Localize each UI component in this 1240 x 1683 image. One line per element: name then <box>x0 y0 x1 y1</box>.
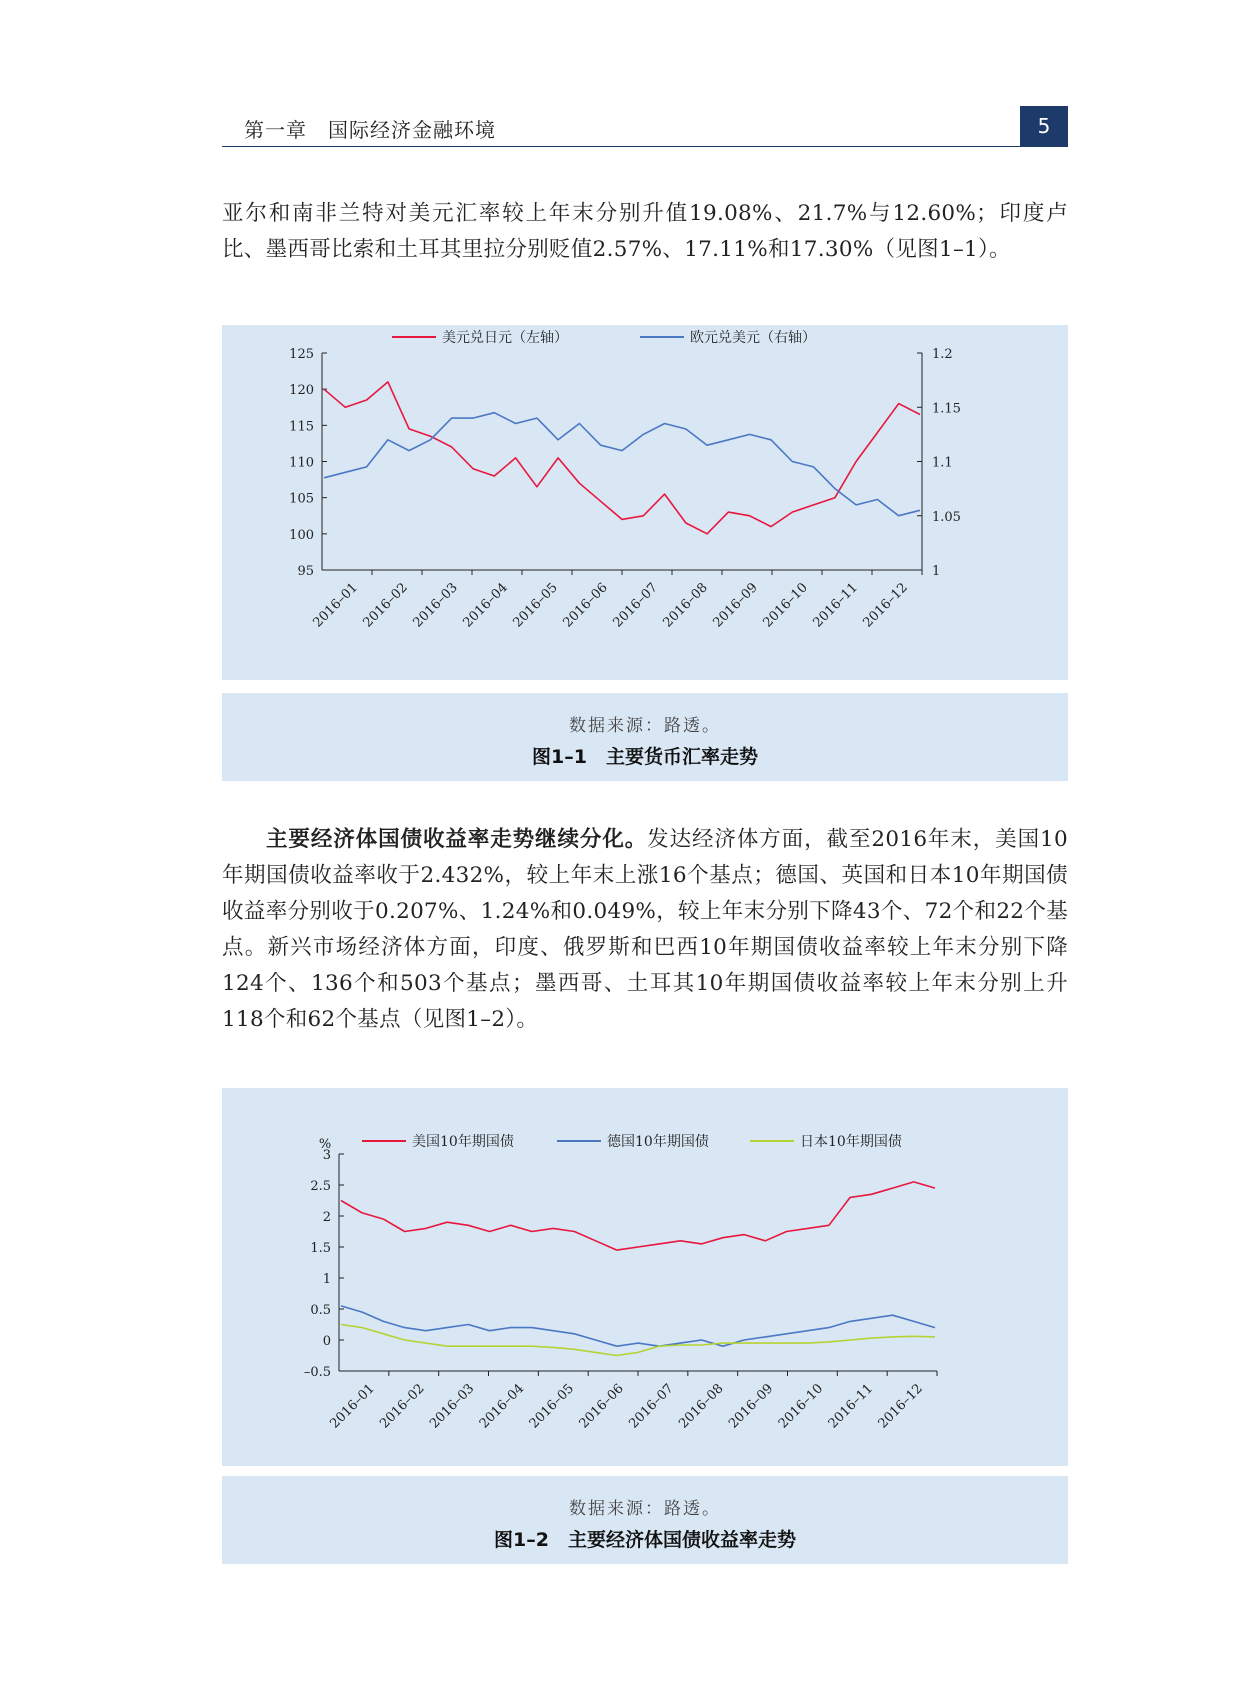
x-tick-label: 2016–08 <box>660 580 711 631</box>
legend-label-2: 德国10年期国债 <box>607 1134 709 1150</box>
figure-1-caption: 图1–1 主要货币汇率走势 <box>532 746 758 768</box>
x-tick-label: 2016–07 <box>626 1381 677 1432</box>
y-tick-label-left: 125 <box>289 347 314 362</box>
figure-1-caption-box <box>222 693 1068 781</box>
figure-2-source: 数据来源：路透。 <box>569 1499 721 1519</box>
x-tick-label: 2016–02 <box>377 1381 428 1432</box>
legend-label-1: 美元兑日元（左轴） <box>442 330 568 346</box>
y-tick-label-left: 115 <box>289 419 314 435</box>
x-tick-label: 2016–10 <box>775 1381 827 1432</box>
y-tick-label-left: –0.5 <box>303 1365 331 1380</box>
x-tick-label: 2016–06 <box>560 580 611 631</box>
x-tick-label: 2016–09 <box>726 1381 777 1432</box>
bond-yield-chart <box>222 1088 1068 1466</box>
y-tick-label-left: 2 <box>322 1210 331 1225</box>
y-tick-label-right: 1 <box>932 564 941 579</box>
figure-2-caption: 图1–2 主要经济体国债收益率走势 <box>494 1529 796 1551</box>
x-tick-label: 2016–11 <box>810 580 861 631</box>
x-tick-label: 2016–06 <box>576 1381 627 1432</box>
figure-1-source: 数据来源：路透。 <box>569 716 721 736</box>
x-tick-label: 2016–05 <box>526 1381 578 1432</box>
legend-label-3: 日本10年期国债 <box>800 1134 902 1150</box>
paragraph-2-body: 发达经济体方面，截至2016年末，美国10年期国债收益率收于2.432%，较上年末上涨16个基点；德国、英国和日本10年期国债收益率分别收于0.207%、1.24%和0.049%，较上年末分别下降43个、72个和22个基点。新兴市场经济体方面，印度、俄罗斯和巴西10年期国债收益率较上年末分别下降124个、136个和503个基点；墨西哥、土耳其10年期国债收益率较上年末分别上升118个和62个基点（见图1–2）。 <box>222 827 1068 1032</box>
y-tick-label-right: 1.2 <box>932 347 953 362</box>
figure-2-chart <box>222 1088 1068 1466</box>
legend-label-2: 欧元兑美元（右轴） <box>690 330 816 346</box>
series-line-1 <box>341 1182 935 1250</box>
y-tick-label-right: 1.1 <box>932 455 953 471</box>
y-tick-label-right: 1.15 <box>932 401 961 417</box>
y-tick-label-right: 1.05 <box>932 509 961 525</box>
figure-1-chart <box>222 325 1068 680</box>
figure-2-caption-box <box>222 1476 1068 1564</box>
series-line-2 <box>324 413 920 516</box>
x-tick-label: 2016–12 <box>860 580 911 631</box>
y-tick-label-left: 0.5 <box>310 1303 331 1318</box>
y-tick-label-left: 1 <box>322 1272 331 1287</box>
x-tick-label: 2016–04 <box>460 580 511 631</box>
y-tick-label-left: 2.5 <box>310 1179 331 1194</box>
x-tick-label: 2016–04 <box>476 1381 528 1432</box>
y-tick-label-left: 3 <box>322 1148 331 1163</box>
x-tick-label: 2016–02 <box>360 580 411 631</box>
x-tick-label: 2016–01 <box>310 580 361 631</box>
y-tick-label-left: 110 <box>289 455 314 471</box>
y-tick-label-left: 0 <box>322 1334 331 1349</box>
x-tick-label: 2016–03 <box>410 580 461 631</box>
paragraph-2-lead: 主要经济体国债收益率走势继续分化。 <box>266 827 648 852</box>
page-header <box>222 106 1068 147</box>
x-tick-label: 2016–10 <box>760 580 811 631</box>
legend-label-1: 美国10年期国债 <box>412 1134 514 1150</box>
x-tick-label: 2016–03 <box>427 1381 478 1432</box>
x-tick-label: 2016–05 <box>510 580 561 631</box>
series-line-1 <box>324 382 920 534</box>
x-tick-label: 2016–01 <box>327 1381 378 1432</box>
y-tick-label-left: 100 <box>289 527 314 543</box>
x-tick-label: 2016–09 <box>710 580 761 631</box>
series-line-3 <box>341 1325 935 1356</box>
x-tick-label: 2016–08 <box>676 1381 727 1432</box>
y-tick-label-left: 1.5 <box>310 1241 331 1256</box>
y-tick-label-left: 95 <box>297 564 314 579</box>
x-tick-label: 2016–12 <box>875 1381 926 1432</box>
chapter-title: 第一章 国际经济金融环境 <box>244 118 496 142</box>
y-tick-label-left: 105 <box>289 491 314 507</box>
x-tick-label: 2016–07 <box>610 580 661 631</box>
page-number: 5 <box>1020 106 1068 146</box>
x-tick-label: 2016–11 <box>825 1381 877 1432</box>
y-axis-unit: % <box>318 1137 332 1152</box>
paragraph-1: 亚尔和南非兰特对美元汇率较上年末分别升值19.08%、21.7%与12.60%；印度卢比、墨西哥比索和土耳其里拉分别贬值2.57%、17.11%和17.30%（见图1–1）。 <box>222 201 1068 262</box>
y-tick-label-left: 120 <box>289 383 314 399</box>
paragraph-2 <box>222 822 1068 1038</box>
exchange-rate-chart <box>222 325 1068 680</box>
